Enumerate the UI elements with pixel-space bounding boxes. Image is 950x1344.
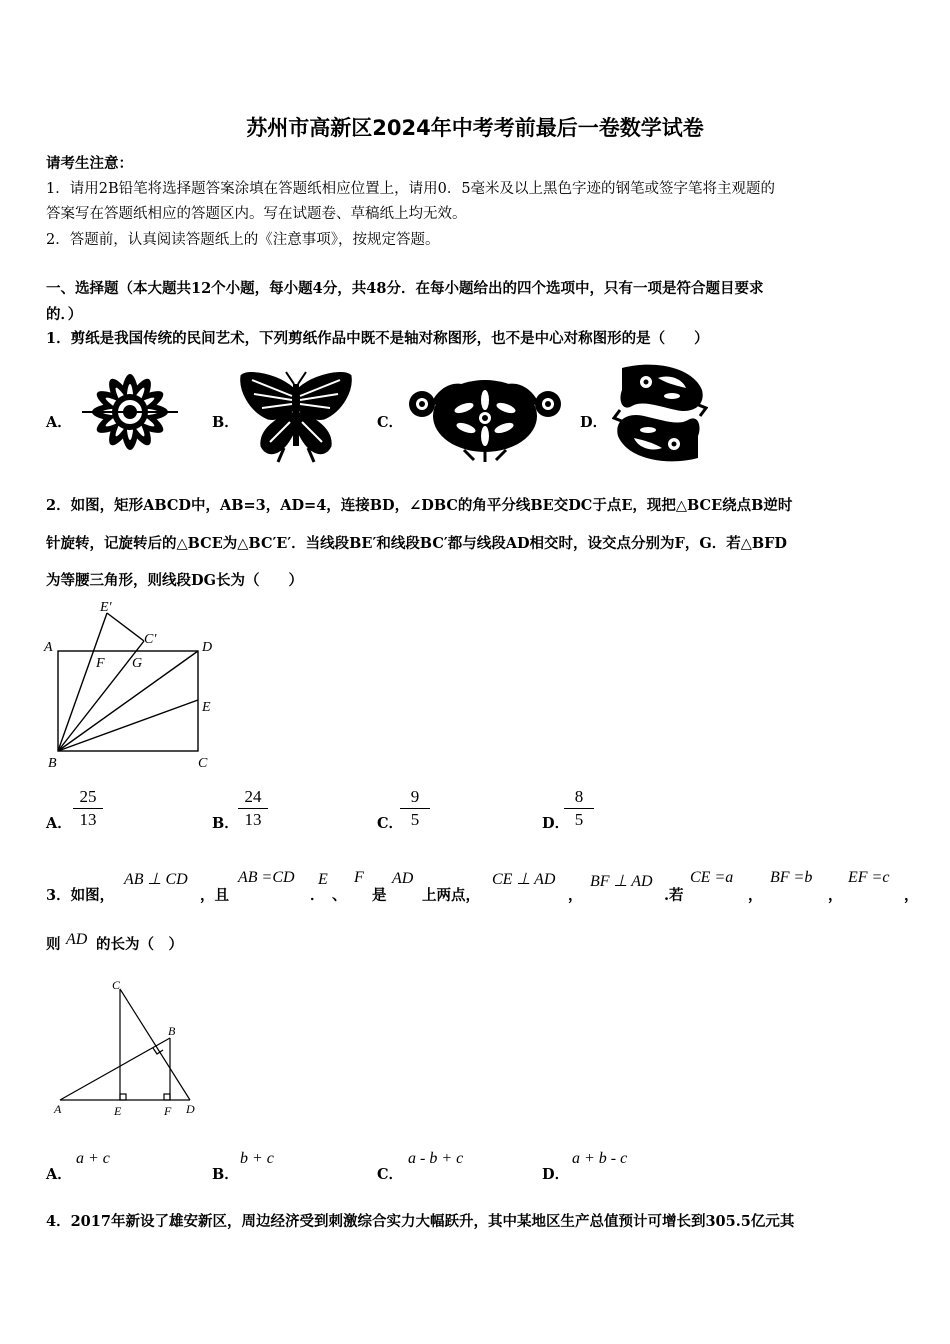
q3-option-c-label: C． <box>377 1166 404 1183</box>
q3-option-a-expr: a + c <box>76 1150 110 1167</box>
label-b: B <box>168 1024 176 1038</box>
q2-stem-line-2: 针旋转，记旋转后的△BCE为△BC′E′．当线段BE′和线段BC′都与线段AD相交时，设交点分别为F，G．若△BFD <box>46 535 787 552</box>
label-e: E <box>114 1104 122 1118</box>
q3-line2-text-b: 的长为（ ） <box>96 936 183 953</box>
q1-option-b-label: B． <box>212 414 239 431</box>
q2-option-b-label: B． <box>212 815 239 832</box>
label-c-prime: C′ <box>144 632 157 647</box>
q2-option-a-denominator: 13 <box>79 810 97 829</box>
label-f: F <box>164 1104 172 1118</box>
label-a: A <box>44 640 53 655</box>
q1-option-a-label: A． <box>46 414 72 431</box>
segment-ab <box>60 1038 170 1100</box>
section1-heading-b: 的．） <box>46 306 83 323</box>
q3-option-a-label: A． <box>46 1166 72 1183</box>
q1-option-c-papercut <box>404 374 566 464</box>
label-b: B <box>48 756 57 771</box>
q2-option-b-fraction <box>238 787 268 830</box>
q3-math-4: F <box>354 869 364 886</box>
section1-heading-a: 一、选择题（本大题共12个小题，每小题4分，共48分．在每小题给出的四个选项中，只有一项是符合题目要求 <box>46 280 764 297</box>
q1-stem: 1．剪纸是我国传统的民间艺术，下列剪纸作品中既不是轴对称图形，也不是中心对称图形的是（ ） <box>46 330 709 347</box>
q2-option-a-fraction <box>73 787 103 830</box>
q3-text-11: ， <box>904 887 919 904</box>
q1-option-d-papercut <box>612 360 708 466</box>
q3-text-10: ， <box>828 887 843 904</box>
q3-text-7: ， <box>568 887 583 904</box>
label-a: A <box>54 1102 62 1116</box>
q2-geometry-figure <box>40 595 230 775</box>
q3-math-10: EF =c <box>848 869 890 886</box>
notice-line-2: 2．答题前，认真阅读答题纸上的《注意事项》，按规定答题。 <box>46 232 440 248</box>
q3-line2-text-a: 则 <box>46 936 61 953</box>
label-e-prime: E′ <box>100 600 112 615</box>
q3-option-b-expr: b + c <box>240 1150 274 1167</box>
q2-option-c-fraction <box>400 787 430 830</box>
q3-text-8: .若 <box>664 887 684 904</box>
label-c: C <box>198 756 208 771</box>
q1-option-a-papercut <box>80 360 180 465</box>
q2-option-d-denominator: 5 <box>574 810 584 829</box>
page-title: 苏州市高新区2024年中考考前最后一卷数学试卷 <box>246 116 704 140</box>
q3-geometry-figure <box>52 975 202 1120</box>
q2-option-b-numerator: 24 <box>238 787 268 809</box>
q3-option-b-label: B． <box>212 1166 239 1183</box>
segment-be1 <box>58 613 107 751</box>
label-g: G <box>132 656 143 671</box>
q3-text-3: ． <box>310 887 325 904</box>
q2-option-c-denominator: 5 <box>410 810 420 829</box>
q4-stem-line-1: 4．2017年新设了雄安新区，周边经济受到刺激综合实力大幅跃升，其中某地区生产总值预计可增长到305.5亿元其 <box>46 1213 795 1230</box>
q3-text-4: 、 <box>332 887 347 904</box>
right-angle-e <box>120 1094 126 1100</box>
q1-option-d-label: D． <box>580 414 608 431</box>
q2-option-d-fraction <box>564 787 594 830</box>
q3-text-1: 3．如图， <box>46 887 115 904</box>
notice-line-1a: 1．请用2B铅笔将选择题答案涂填在答题纸相应位置上，请用0．5毫米及以上黑色字迹的钢笔或签字笔将主观题的 <box>46 181 776 197</box>
q3-option-c-expr: a - b + c <box>408 1150 464 1167</box>
label-c: C <box>112 978 121 992</box>
q2-stem-line-3: 为等腰三角形，则线段DG长为（ ） <box>46 572 303 589</box>
q3-option-d-expr: a + b - c <box>572 1150 628 1167</box>
label-d: D <box>186 1102 195 1116</box>
q2-option-c-label: C． <box>377 815 404 832</box>
q3-text-5: 是 <box>372 887 387 904</box>
label-f: F <box>96 656 105 671</box>
q2-option-a-label: A． <box>46 815 72 832</box>
label-e: E <box>202 700 211 715</box>
q2-option-c-numerator: 9 <box>400 787 430 809</box>
q2-option-b-denominator: 13 <box>244 810 262 829</box>
notice-line-1b: 答案写在答题纸相应的答题区内。写在试题卷、草稿纸上均无效。 <box>46 206 467 222</box>
q3-text-6: 上两点， <box>422 887 480 904</box>
label-d: D <box>202 640 213 655</box>
q3-math-6: CE ⊥ AD <box>492 871 556 888</box>
segment-bd <box>58 651 198 751</box>
q3-text-2: ，且 <box>200 887 229 904</box>
q3-math-2: AB =CD <box>238 869 295 886</box>
segment-be <box>58 700 198 751</box>
q2-option-d-numerator: 8 <box>564 787 594 809</box>
notice-heading: 请考生注意： <box>46 155 133 172</box>
segment-cd <box>120 989 190 1100</box>
q3-math-1: AB ⊥ CD <box>124 871 188 888</box>
q2-option-d-label: D． <box>542 815 570 832</box>
q3-math-8: CE =a <box>690 869 734 886</box>
q3-line2-math: AD <box>66 931 88 948</box>
q3-text-9: ， <box>748 887 763 904</box>
q2-stem-line-1: 2．如图，矩形ABCD中，AB=3，AD=4，连接BD，∠DBC的角平分线BE交DC于点E，现把△BCE绕点B逆时 <box>46 497 793 514</box>
right-angle-f <box>164 1094 170 1100</box>
q3-option-d-label: D． <box>542 1166 570 1183</box>
q3-math-5: AD <box>392 870 414 887</box>
q1-option-b-butterfly <box>238 370 354 465</box>
q2-option-a-numerator: 25 <box>73 787 103 809</box>
segment-e1c1 <box>107 613 144 641</box>
q1-option-c-label: C． <box>377 414 404 431</box>
q3-math-7: BF ⊥ AD <box>590 873 653 890</box>
q3-math-3: E <box>318 871 328 888</box>
q3-math-9: BF =b <box>770 869 813 886</box>
